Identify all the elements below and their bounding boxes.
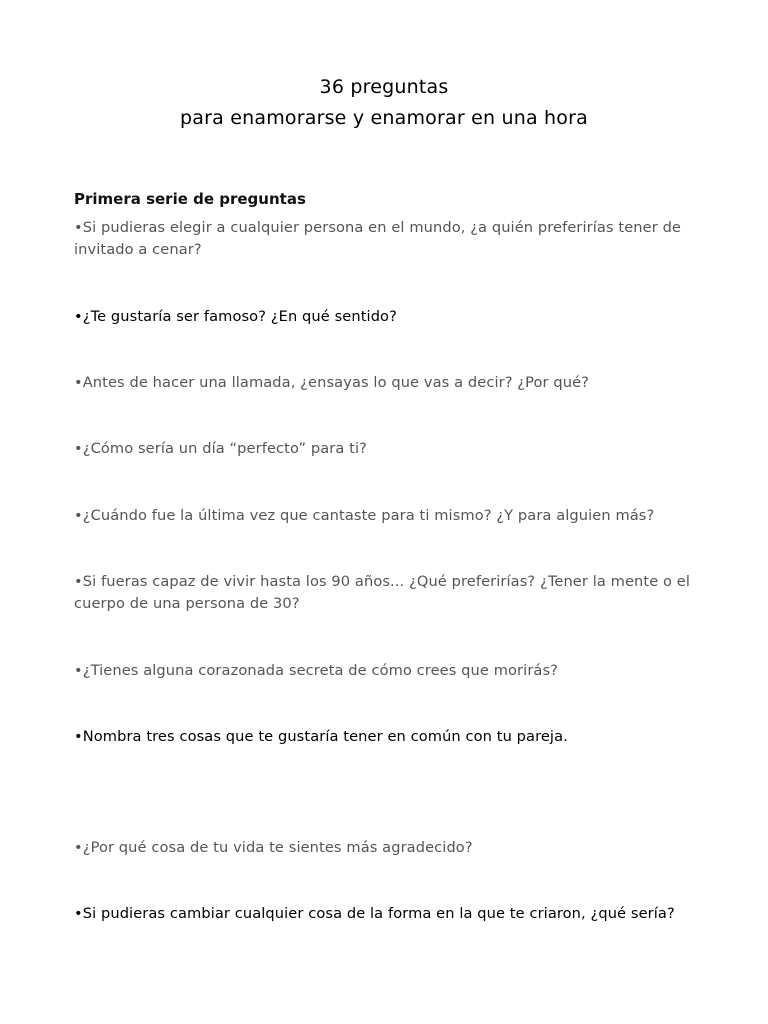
question-item — [74, 571, 704, 615]
question-text: Si pudieras cambiar cualquier cosa de la forma en la que te criaron, ¿qué sería? — [82, 905, 675, 922]
question-item — [74, 505, 704, 527]
question-text: ¿Por qué cosa de tu vida te sientes más agradecido? — [82, 839, 473, 856]
question-text: ¿Te gustaría ser famoso? ¿En qué sentido? — [82, 308, 397, 325]
question-text: Nombra tres cosas que te gustaría tener en común con tu pareja. — [82, 728, 568, 745]
bullet-icon: • — [74, 839, 83, 856]
bullet-icon: • — [74, 440, 83, 457]
bullet-icon: • — [74, 573, 83, 590]
bullet-icon: • — [74, 219, 83, 236]
question-item — [74, 438, 704, 460]
question-item — [74, 726, 704, 748]
question-item — [74, 217, 704, 261]
question-item — [74, 837, 704, 859]
bullet-icon: • — [74, 507, 83, 524]
question-text: ¿Cuándo fue la última vez que cantaste para ti mismo? ¿Y para alguien más? — [82, 507, 655, 524]
section-heading: Primera serie de preguntas — [74, 190, 306, 208]
question-item — [74, 372, 704, 394]
document-title — [0, 72, 768, 134]
question-item — [74, 306, 704, 328]
bullet-icon: • — [74, 374, 83, 391]
bullet-icon: • — [74, 308, 83, 325]
question-item — [74, 903, 704, 925]
question-text: ¿Tienes alguna corazonada secreta de cómo crees que morirás? — [82, 662, 559, 679]
question-text: Si fueras capaz de vivir hasta los 90 años... ¿Qué preferirías? ¿Tener la mente o el cuerpo de una persona de 30? — [74, 573, 691, 612]
question-text: ¿Cómo sería un día “perfecto” para ti? — [82, 440, 368, 457]
title-line-2: para enamorarse y enamorar en una hora — [180, 107, 588, 129]
bullet-icon: • — [74, 728, 83, 745]
question-item — [74, 660, 704, 682]
bullet-icon: • — [74, 662, 83, 679]
question-text: Si pudieras elegir a cualquier persona en el mundo, ¿a quién preferirías tener de invitado a cenar? — [74, 219, 682, 258]
question-text: Antes de hacer una llamada, ¿ensayas lo que vas a decir? ¿Por qué? — [82, 374, 590, 391]
bullet-icon: • — [74, 905, 83, 922]
title-line-1: 36 preguntas — [319, 76, 449, 98]
